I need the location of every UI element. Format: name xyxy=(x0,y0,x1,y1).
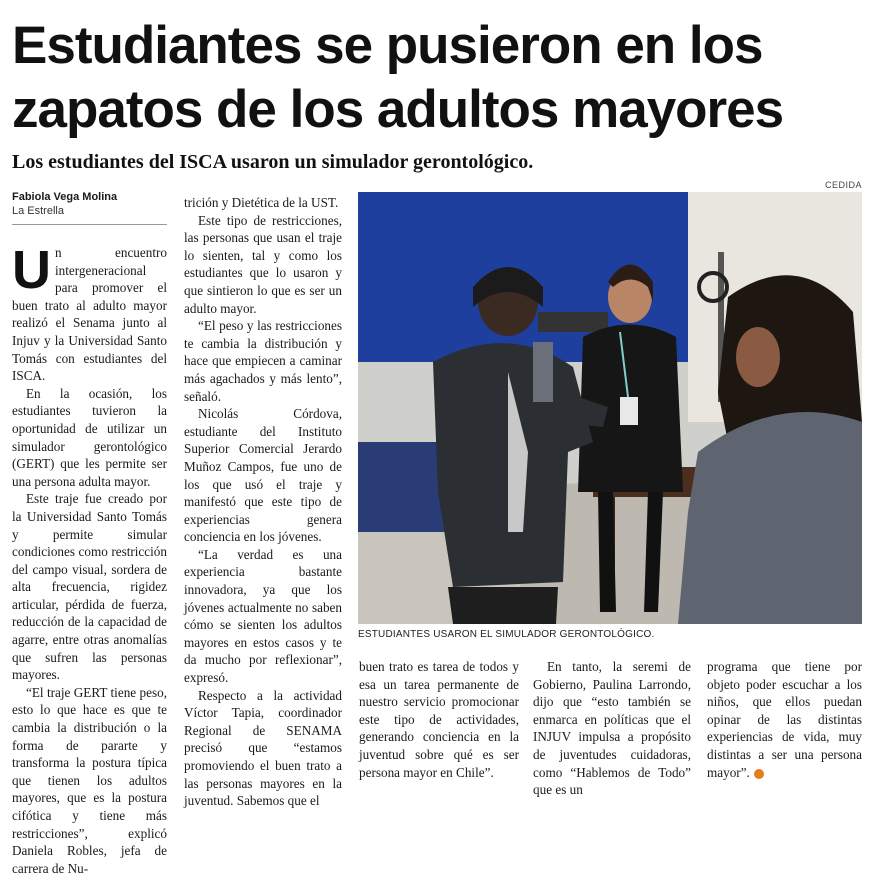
paragraph: Nicolás Córdova, estudiante del Instituto Superior Comercial Jerardo Muñoz Campos, fue uno de los que usó el traje y manifestó que este tipo de experiencias genera conciencia en los jóvenes. xyxy=(184,406,342,545)
subheadline: Los estudiantes del ISCA usaron un simulador gerontológico. xyxy=(12,151,534,173)
lead-text: n encuentro intergeneracional para promover el buen trato al adulto mayor realizó el Senama junto al Injuv y la Universidad Santo Tomás con estudiantes del ISCA. xyxy=(12,245,167,384)
students-simulator-photo xyxy=(358,192,862,624)
photo-credit: CEDIDA xyxy=(824,180,862,190)
paragraph: Este traje fue creado por la Universidad Santo Tomás y permite simular condiciones como restricción del campo visual, sordera de alta frecuencia, rigidez articular, pérdida de fuerza, reducción de la capacidad de agarre, entre otras anomalías que sufren las personas mayores. xyxy=(12,491,167,683)
paragraph: “El peso y las restricciones te cambia la distribución y hace que empiecen a caminar más agachados y más lento”, señaló. xyxy=(184,318,342,404)
end-of-article-icon xyxy=(754,769,764,779)
paragraph: En la ocasión, los estudiantes tuvieron la oportunidad de utilizar un simulador gerontológico (GERT) que les permite ser una persona adulta mayor. xyxy=(12,385,167,489)
author-name: Fabiola Vega Molina xyxy=(12,191,118,203)
paragraph: “La verdad es una experiencia bastante innovadora, ya que los jóvenes actualmente no saben cómo se sienten los adultos mayores en estos casos y te da mucho por reflexionar”, expresó. xyxy=(184,546,342,686)
paragraph xyxy=(707,658,862,781)
outlet-name: La Estrella xyxy=(12,205,64,217)
article-photo xyxy=(358,192,862,624)
paragraph: Respecto a la actividad Víctor Tapia, coordinador Regional de SENAMA precisó que “estamos promoviendo el buen trato a las personas mayores en la juventud. Sabemos que el xyxy=(184,687,342,809)
article-column-4 xyxy=(533,658,691,799)
paragraph: En tanto, la seremi de Gobierno, Paulina Larrondo, dijo que “esto también se enmarca en políticas que el INJUV impulsa a propósito de juventudes cuidadoras, como “Hablemos de Todo” que es un xyxy=(533,659,691,798)
closing-text: programa que tiene por objeto poder escuchar a los niños, que ellos puedan opinar de las distintas experiencias de vida, muy distintas a ser una persona mayor”. xyxy=(707,659,862,780)
article-column-3 xyxy=(359,658,519,781)
byline xyxy=(12,190,167,225)
article-column-2 xyxy=(184,194,342,810)
paragraph: “El traje GERT tiene peso, esto lo que hace es que te cambia la distribución o la forma de pararte y transforma la postura típica que tienen los adultos mayores, que es la postura cifótica y tiene más restricciones”, explicó Daniela Robles, jefa de carrera de Nu- xyxy=(12,684,167,876)
paragraph: buen trato es tarea de todos y esa un tarea permanente de nuestro servicio promocionar este tipo de actividades, generando conciencia en la juventud sobre qué es ser persona mayor en Chile”. xyxy=(359,659,519,780)
article-column-1 xyxy=(12,240,167,877)
headline: Estudiantes se pusieron en los zapatos de los adultos mayores xyxy=(12,16,784,139)
paragraph xyxy=(12,240,167,385)
article-column-5 xyxy=(707,658,862,781)
photo-caption: ESTUDIANTES USARON EL SIMULADOR GERONTOLÓGICO. xyxy=(358,629,655,640)
paragraph: Este tipo de restricciones, las personas que usan el traje lo sienten, tal y como los estudiantes que lo usaron y que sintieron lo que es ser un adulto mayor. xyxy=(184,212,342,316)
dropcap: U xyxy=(12,240,51,300)
paragraph: trición y Dietética de la UST. xyxy=(184,195,339,210)
